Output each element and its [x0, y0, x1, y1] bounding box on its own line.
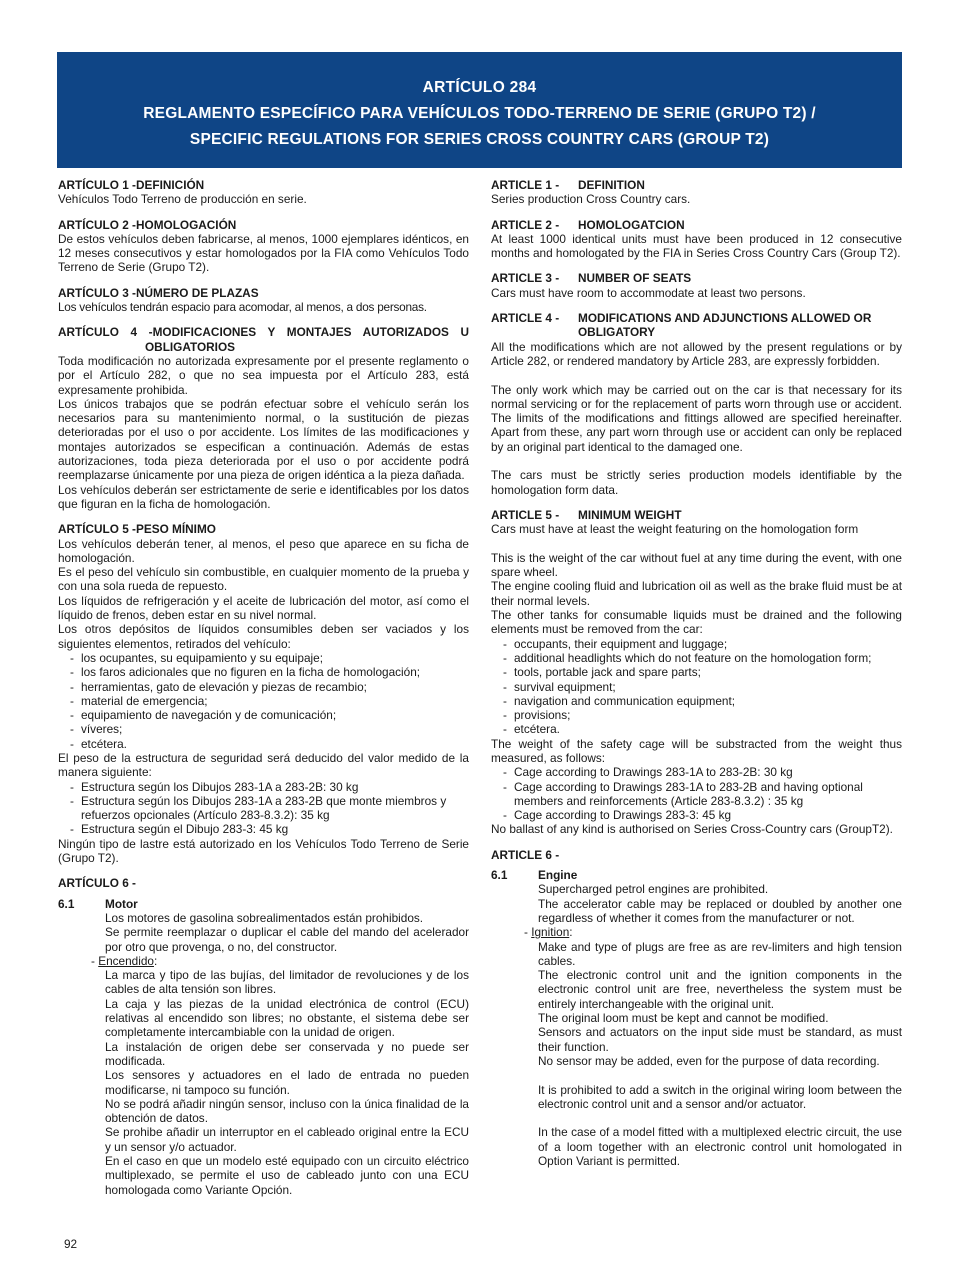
- list-item: - additional headlights which do not feature on the homologation form;: [503, 651, 902, 665]
- paragraph: The original loom must be kept and cannot be modified.: [538, 1011, 829, 1026]
- en-article-5: [491, 508, 902, 837]
- en-article-6: [491, 848, 902, 862]
- paragraph: La marca y tipo de las bujías, del limitador de revoluciones y de los cables de alta tensión son libres.: [105, 968, 469, 997]
- en-article-3-heading: ARTICLE 3 - NUMBER OF SEATS: [491, 271, 692, 286]
- english-column: [491, 178, 902, 1168]
- paragraph: Los vehículos deberán tener, al menos, el peso que aparece en su ficha de homologación.: [58, 536, 469, 565]
- list-item: - equipamiento de navegación y de comunicación;: [70, 708, 469, 722]
- es-article-5-heading: ARTÍCULO 5 -PESO MÍNIMO: [58, 522, 216, 537]
- spanish-title: REGLAMENTO ESPECÍFICO PARA VEHÍCULOS TODO-TERRENO DE SERIE (GRUPO T2) /: [143, 105, 816, 122]
- list-item: - navigation and communication equipment;: [503, 694, 902, 708]
- cage-weights-list: [58, 780, 469, 837]
- paragraph: No sensor may be added, even for the purpose of data recording.: [538, 1053, 880, 1068]
- en-section-6-1: [491, 868, 902, 1168]
- es-article-3-heading: ARTÍCULO 3 -NÚMERO DE PLAZAS: [58, 285, 259, 300]
- paragraph: The cars must be strictly series production models identifiable by the homologation form data.: [491, 468, 902, 497]
- paragraph: El peso de la estructura de seguridad será deducido del valor medido de la manera siguiente:: [58, 750, 469, 780]
- spacer: [491, 537, 902, 551]
- paragraph: Los sensores y actuadores en el lado de entrada no pueden modificarse, ni tampoco su función.: [105, 1068, 469, 1097]
- list-item: - etcétera.: [503, 722, 902, 736]
- article-number-title: ARTÍCULO 284: [422, 79, 537, 96]
- en-article-1-heading: ARTICLE 1 - DEFINITION: [491, 178, 645, 192]
- ignition-label-row: - Encendido:: [91, 953, 158, 968]
- spanish-column: [58, 178, 469, 1197]
- section-title: Motor: [105, 896, 138, 911]
- paragraph: Ningún tipo de lastre está autorizado en los Vehículos Todo Terreno de Serie (Grupo T2).: [58, 836, 469, 866]
- section-number: 6.1: [58, 896, 75, 911]
- es-section-6-1: [58, 897, 469, 1197]
- paragraph: Toda modificación no autorizada expresamente por el presente reglamento o por el Artículo 282, o que no sea impuesta por el Artículo 283, está expresamente prohibida.: [58, 353, 469, 397]
- paragraph: This is the weight of the car without fuel at any time during the event, with one spare wheel.: [491, 550, 902, 580]
- list-item: - Cage according to Drawings 283-1A to 283-2B: 30 kg: [503, 765, 902, 779]
- paragraph: Los otros depósitos de líquidos consumibles deben ser vaciados y los siguientes elementos, retirados del vehículo:: [58, 622, 469, 651]
- list-item: - survival equipment;: [503, 680, 902, 694]
- page-number: 92: [64, 1237, 78, 1251]
- list-item: - tools, portable jack and spare parts;: [503, 665, 902, 679]
- en-article-2-heading: ARTICLE 2 - HOMOLOGATCION: [491, 217, 685, 232]
- es-article-4-heading-cont: OBLIGATORIOS: [145, 339, 236, 354]
- section-title: Engine: [538, 868, 578, 883]
- list-item: - Estructura según los Dibujos 283-1A a 283-2B que monte miembros y refuerzos opcionales (Artículo 283-8.3.2): 35 kg: [70, 794, 469, 823]
- ignition-label-row: - Ignition:: [524, 925, 573, 940]
- paragraph: At least 1000 identical units must have been produced in 12 consecutive months and homologated by the FIA in Series Cross Country Cars (Group T2).: [491, 231, 902, 261]
- es-article-4-heading: ARTÍCULO 4 -MODIFICACIONES Y MONTAJES AUTORIZADOS U: [58, 325, 469, 340]
- removed-items-list: [491, 637, 902, 737]
- paragraph: The engine cooling fluid and lubrication oil as well as the brake fluid must be at their normal levels.: [491, 579, 902, 608]
- list-item: - los ocupantes, su equipamiento y su equipaje;: [70, 651, 469, 665]
- paragraph: Los vehículos deberán ser estrictamente de serie e identificables por los datos que figuran en la ficha de homologación.: [58, 482, 469, 511]
- paragraph: Los líquidos de refrigeración y el aceite de lubricación del motor, así como el líquido de frenos, deben estar en su nivel normal.: [58, 593, 469, 623]
- section-body: [58, 911, 469, 954]
- list-item: - herramientas, gato de elevación y piezas de recambio;: [70, 680, 469, 694]
- paragraph: Vehículos Todo Terreno de producción en serie.: [58, 192, 307, 207]
- en-article-4-heading-cont: OBLIGATORY: [578, 325, 656, 340]
- list-item: - provisions;: [503, 708, 902, 722]
- paragraph: Supercharged petrol engines are prohibited.: [538, 882, 769, 897]
- article-header-banner: [57, 52, 902, 168]
- es-article-2-heading: ARTÍCULO 2 -HOMOLOGACIÓN: [58, 217, 237, 232]
- list-item: - etcétera.: [70, 737, 469, 751]
- es-article-1: [58, 178, 469, 207]
- list-item: - Cage according to Drawings 283-3: 45 kg: [503, 808, 902, 822]
- paragraph: La caja y las piezas de la unidad electrónica de control (ECU) relativas al encendido son libres; no obstante, el sistema debe ser completamente intercambiable con la unidad de origen.: [105, 996, 469, 1040]
- en-article-6-heading: ARTICLE 6 -: [491, 847, 560, 862]
- list-item: - víveres;: [70, 722, 469, 736]
- paragraph: Se prohibe añadir un interruptor en el cableado original entre la ECU y un sensor y/o actuador.: [105, 1125, 469, 1154]
- section-number: 6.1: [491, 868, 508, 883]
- paragraph: The accelerator cable may be replaced or doubled by another one regardless of whether it comes from the manufacturer or not.: [538, 896, 902, 925]
- list-item: - Estructura según los Dibujos 283-1A a 283-2B: 30 kg: [70, 780, 469, 794]
- paragraph: Los vehículos tendrán espacio para acomodar, al menos, a dos personas.: [58, 300, 427, 315]
- paragraph: Make and type of plugs are free as are rev-limiters and high tension cables.: [538, 939, 902, 968]
- paragraph: De estos vehículos deben fabricarse, al menos, 1000 ejemplares idénticos, en 12 meses consecutivos y estar homologados por la FIA como Vehículos Todo Terreno de Serie (Grupo T2).: [58, 231, 469, 275]
- list-item: - Estructura según el Dibujo 283-3: 45 kg: [70, 822, 469, 836]
- es-article-4: [58, 325, 469, 511]
- ignition-body: [58, 968, 469, 1197]
- ignition-body: [491, 940, 902, 1169]
- paragraph: Sensors and actuators on the input side must be standard, as must their function.: [538, 1025, 902, 1054]
- paragraph: All the modifications which are not allowed by the present regulations or by Article 282, or rendered mandatory by Article 283, are expressly forbidden.: [491, 339, 902, 368]
- paragraph: The weight of the safety cage will be substracted from the weight thus measured, as follows:: [491, 736, 902, 765]
- paragraph: Se permite reemplazar o duplicar el cable del mando del acelerador por otro que provenga, o no, del constructor.: [105, 925, 469, 954]
- paragraph: The other tanks for consumable liquids must be drained and the following elements must be removed from the car:: [491, 608, 902, 637]
- list-item: - los faros adicionales que no figuren en la ficha de homologación;: [70, 665, 469, 679]
- paragraph: Cars must have room to accommodate at least two persons.: [491, 285, 806, 300]
- list-item: - Cage according to Drawings 283-1A to 283-2B and having optional members and reinforcements (Article 283-8.3.2) : 35 kg: [503, 780, 902, 809]
- es-article-3: [58, 286, 469, 315]
- spacer: [491, 454, 902, 468]
- spacer: [538, 1068, 902, 1082]
- es-article-2: [58, 218, 469, 275]
- paragraph: In the case of a model fitted with a multiplexed electric circuit, the use of a loom together with an electronic control unit homologated in Option Variant is permitted.: [538, 1125, 902, 1168]
- paragraph: Es el peso del vehículo sin combustible, en cualquier momento de la prueba y con una sola rueda de repuesto.: [58, 565, 469, 594]
- en-article-5-heading: ARTICLE 5 - MINIMUM WEIGHT: [491, 507, 682, 522]
- removed-items-list: [58, 651, 469, 751]
- spacer: [538, 1111, 902, 1125]
- paragraph: En el caso en que un modelo esté equipado con un circuito eléctrico multiplexado, se permite el uso de cableado junto con una ECU homologada como Variante Opción.: [105, 1154, 469, 1197]
- section-body: [491, 882, 902, 925]
- english-title: SPECIFIC REGULATIONS FOR SERIES CROSS COUNTRY CARS (GROUP T2): [189, 131, 770, 148]
- paragraph: Cars must have at least the weight featuring on the homologation form: [491, 522, 859, 537]
- ignition-label: Encendido: [98, 953, 154, 968]
- en-article-3: [491, 271, 902, 300]
- paragraph: Los motores de gasolina sobrealimentados están prohibidos.: [105, 910, 424, 925]
- paragraph: No ballast of any kind is authorised on Series Cross-Country cars (GroupT2).: [491, 822, 893, 837]
- es-article-1-heading: ARTÍCULO 1 -DEFINICIÓN: [58, 178, 205, 192]
- es-article-6-heading: ARTÍCULO 6 -: [58, 876, 136, 891]
- es-article-5: [58, 522, 469, 865]
- paragraph: Los únicos trabajos que se podrán efectuar sobre el vehículo serán los necesarios para su mantenimiento normal, o la sustitución de piezas deterioradas por el uso o por accidente. Los límites de las modificaciones y montajes autorizados se especifican a continuación. Además de estas autorizaciones, toda pieza deteriorada por el uso o por accidente podrá reemplazarse únicamente por una pieza de origen idéntica a la pieza dañada.: [58, 396, 469, 483]
- en-article-4: [491, 311, 902, 497]
- paragraph: Series production Cross Country cars.: [491, 192, 691, 207]
- paragraph: The only work which may be carried out on the car is that necessary for its normal servicing or for the replacement of parts worn through use or accident. The limits of the modifications and fittings allowed are specified hereinafter. Apart from these, any part worn through use or accident can only be replaced by an original part identical to the damaged one.: [491, 382, 902, 454]
- en-article-4-heading: ARTICLE 4 - MODIFICATIONS AND ADJUNCTIONS ALLOWED OR: [491, 311, 872, 326]
- cage-weights-list: [491, 765, 902, 822]
- paragraph: La instalación de origen debe ser conservada y no puede ser modificada.: [105, 1039, 469, 1068]
- ignition-label: Ignition: [531, 925, 570, 940]
- en-article-2: [491, 218, 902, 261]
- list-item: - occupants, their equipment and luggage;: [503, 637, 902, 651]
- paragraph: The electronic control unit and the ignition components in the electronic control unit are free, nevertheless the system must be entirely interchangeable with the original unit.: [538, 968, 902, 1011]
- paragraph: No se podrá añadir ningún sensor, incluso con la única finalidad de la obtención de datos.: [105, 1096, 469, 1126]
- spacer: [491, 368, 902, 382]
- es-article-6: [58, 876, 469, 890]
- en-article-1: [491, 178, 902, 207]
- list-item: - material de emergencia;: [70, 694, 469, 708]
- paragraph: It is prohibited to add a switch in the original wiring loom between the electronic control unit and a sensor and/or actuator.: [538, 1082, 902, 1111]
